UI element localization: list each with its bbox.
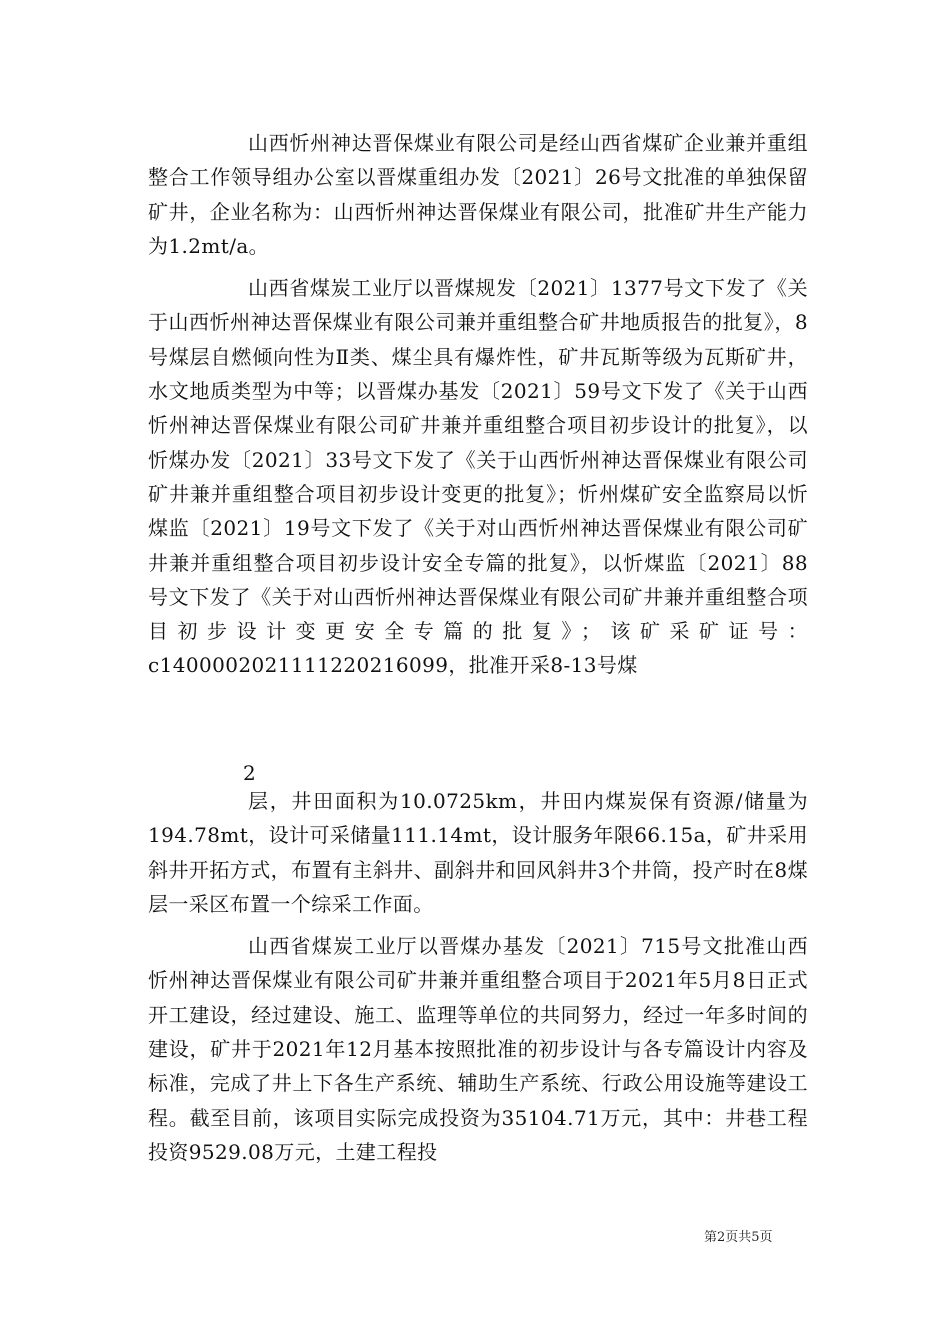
paragraph-construction-investment: 山西省煤炭工业厅以晋煤办基发〔2021〕715号文批准山西忻州神达晋保煤业有限公司矿井兼并重组整合项目于2021年5月8日正式开工建设，经过建设、施工、监理等单位的共同努力，经过一年多时间的建设，矿井于2021年12月基本按照批准的初步设计与各专篇设计内容及标准，完成了井上下各生产系统、辅助生产系统、行政公用设施等建设工程。截至目前，该项目实际完成投资为35104.71万元，其中：井巷工程投资9529.08万元，土建工程投 <box>148 934 808 1164</box>
paragraph-approval: 山西忻州神达晋保煤业有限公司是经山西省煤矿企业兼并重组整合工作领导组办公室以晋煤重组办发〔2021〕26号文批准的单独保留矿井，企业名称为：山西忻州神达晋保煤业有限公司，批准矿井生产能力为1.2mt/a。 <box>148 131 808 258</box>
text-block-top <box>148 126 808 683</box>
text-block-bottom <box>148 784 808 1169</box>
page-footer: 第2页共5页 <box>704 1230 773 1245</box>
paragraph-field-resources: 层，井田面积为10.0725km，井田内煤炭保有资源/储量为194.78mt，设计可采储量111.14mt，设计服务年限66.15a，矿井采用斜井开拓方式，布置有主斜井、副斜井和回风斜井3个井筒，投产时在8煤层一采区布置一个综采工作面。 <box>148 789 808 916</box>
page-marker: 2 <box>243 761 256 785</box>
paragraph-geology-approvals: 山西省煤炭工业厅以晋煤规发〔2021〕1377号文下发了《关于山西忻州神达晋保煤业有限公司兼并重组整合矿井地质报告的批复》，8号煤层自燃倾向性为Ⅱ类、煤尘具有爆炸性，矿井瓦斯等级为瓦斯矿井，水文地质类型为中等；以晋煤办基发〔2021〕59号文下发了《关于山西忻州神达晋保煤业有限公司矿井兼并重组整合项目初步设计的批复》，以忻煤办发〔2021〕33号文下发了《关于山西忻州神达晋保煤业有限公司矿井兼并重组整合项目初步设计变更的批复》；忻州煤矿安全监察局以忻煤监〔2021〕19号文下发了《关于对山西忻州神达晋保煤业有限公司矿井兼并重组整合项目初步设计安全专篇的批复》，以忻煤监〔2021〕88号文下发了《关于对山西忻州神达晋保煤业有限公司矿井兼并重组整合项目初步设计变更安全专篇的批复》；该矿采矿证号：c14000020211112202​16099，批准开采8-13号煤 <box>148 276 808 678</box>
